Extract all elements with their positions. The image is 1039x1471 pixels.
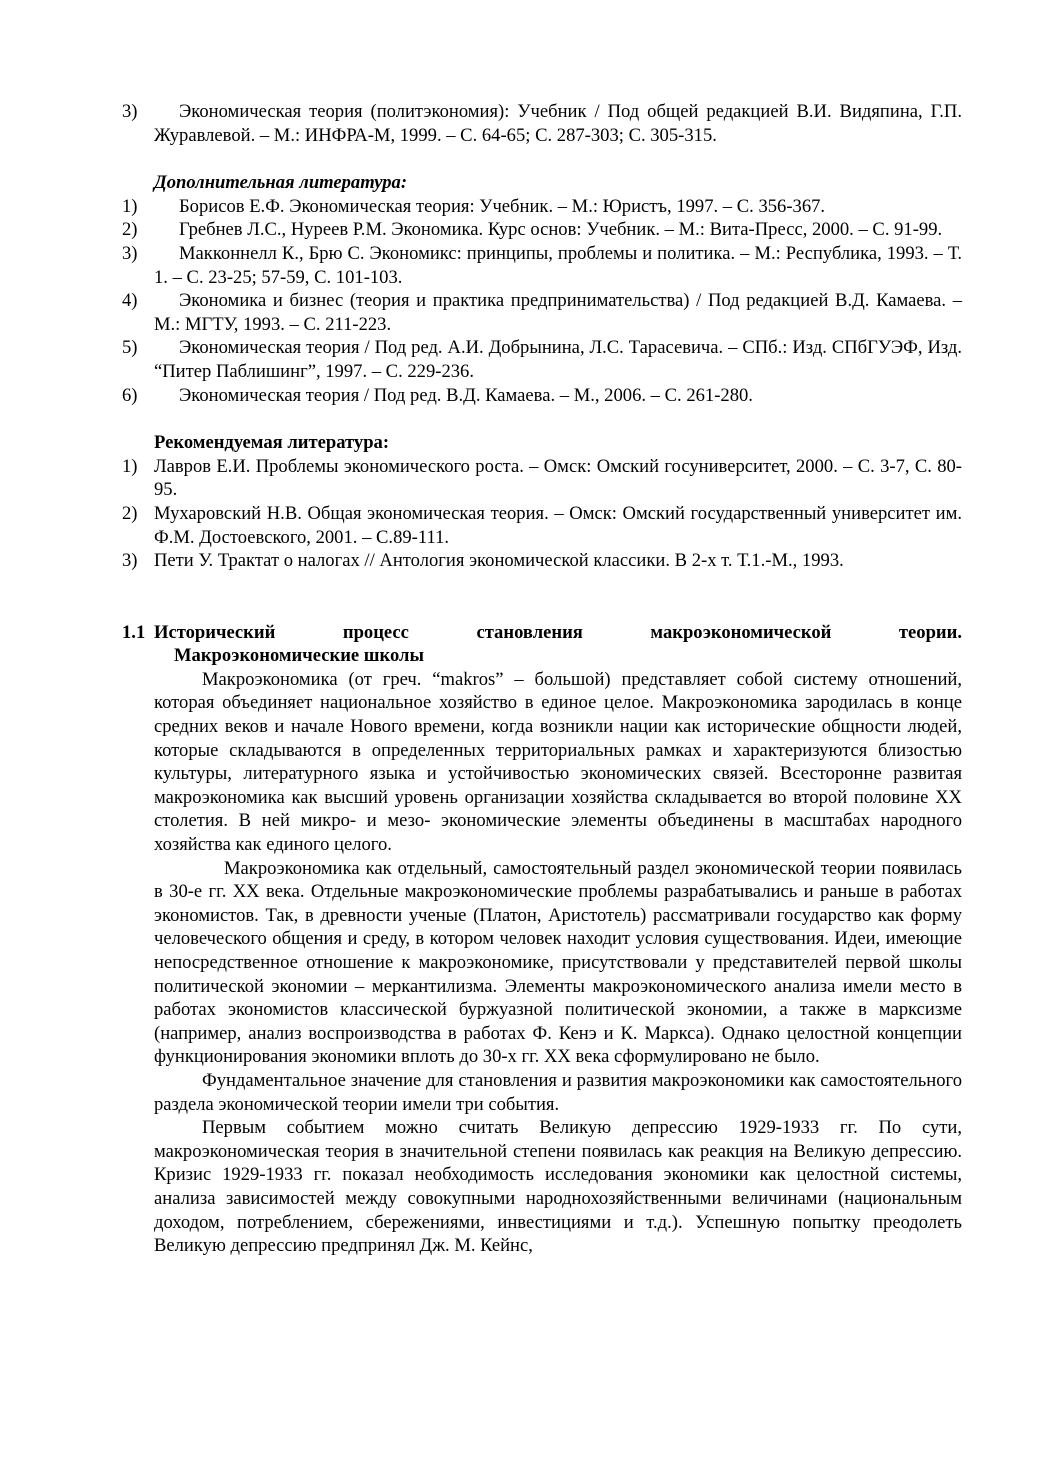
section-number: 1.1: [122, 621, 146, 643]
recommended-item: [122, 502, 962, 549]
list-number: 6): [122, 384, 138, 406]
additional-item: [122, 242, 962, 289]
list-number: 3): [122, 550, 138, 572]
list-text: Пети У. Трактат о налогах // Антология экономической классики. В 2-х т. Т.1.-М., 1993.: [154, 550, 844, 572]
list-number: 3): [122, 101, 138, 122]
body-paragraph: Макроэкономика как отдельный, самостоятельный раздел экономической теории появилась в 30-е гг. XX века. Отдельные макроэкономические проблемы разрабатывались и раньше в работах экономистов. Так, в древности ученые (Платон, Аристотель) рассматривали государство как форму человеческого общения и среду, в котором человек находит условия существования. Идеи, имеющие непосредственное отношение к макроэкономике, присутствовали у представителей первой школы политической экономии – меркантилизма. Элементы макроэкономического анализа имели место в работах экономистов классической буржуазной политической экономии, а также в марксизме (например, анализ воспроизводства в работах Ф. Кенэ и К. Маркса). Однако целостной концепции функционирования экономики вплоть до 30-х гг. XX века сформулировано не было.: [154, 857, 962, 1068]
recommended-item: [122, 549, 962, 573]
list-text: Лавров Е.И. Проблемы экономического роста. – Омск: Омский госуниверситет, 2000. – С. 3-7, С. 80-95.: [154, 455, 962, 501]
list-number: 4): [122, 290, 138, 312]
list-text: Экономика и бизнес (теория и практика предпринимательства) / Под редакцией В.Д. Камаева. – М.: МГТУ, 1993. – С. 211-223.: [154, 290, 962, 335]
list-number: 2): [122, 219, 138, 241]
additional-item: [122, 218, 962, 242]
list-number: 5): [122, 337, 138, 359]
section-title: Исторический процесс становления макроэкономической теории.: [154, 621, 962, 643]
list-text: Мухаровский Н.В. Общая экономическая теория. – Омск: Омский государственный университет им. Ф.М. Достоевского, 2001. – С.89-111.: [154, 502, 962, 548]
list-number: 1): [122, 195, 138, 217]
list-text: Экономическая теория / Под ред. А.И. Добрынина, Л.С. Тарасевича. – СПб.: Изд. СПбГУЭФ, Изд. “Питер Паблишинг”, 1997. – С. 229-236.: [154, 337, 962, 382]
list-number: 3): [122, 242, 138, 264]
list-text: Гребнев Л.С., Нуреев Р.М. Экономика. Курс основ: Учебник. – М.: Вита-Пресс, 2000. – С. 91-99.: [179, 219, 943, 241]
additional-item: [122, 195, 962, 219]
main-list-item: [122, 100, 962, 147]
additional-item: [122, 384, 962, 408]
body-paragraph: Первым событием можно считать Великую депрессию 1929-1933 гг. По сути, макроэкономическая теория в значительной степени появилась как реакция на Великую депрессию. Кризис 1929-1933 гг. показал необходимость исследования экономики как целостной системы, анализа зависимостей между совокупными народнохозяйственными величинами (национальным доходом, потреблением, сбережениями, инвестициями и т.д.). Успешную попытку преодолеть Великую депрессию предпринял Дж. М. Кейнс,: [154, 1117, 962, 1257]
page-content: [122, 100, 962, 1258]
list-number: 2): [122, 502, 138, 524]
list-text: Борисов Е.Ф. Экономическая теория: Учебник. – М.: Юристъ, 1997. – С. 356-367.: [179, 195, 826, 217]
additional-item: [122, 336, 962, 383]
recommended-literature-title: Рекомендуемая литература:: [154, 432, 390, 454]
recommended-item: [122, 455, 962, 502]
additional-item: [122, 289, 962, 336]
list-number: 1): [122, 455, 138, 477]
list-text: Экономическая теория (политэкономия): Учебник / Под общей редакцией В.И. Видяпина, Г.П. Журавлевой. – М.: ИНФРА-М, 1999. – С. 64-65; С. 287-303; С. 305-315.: [154, 101, 962, 146]
body-paragraph: Фундаментальное значение для становления и развития макроэкономики как самостоятельного раздела экономической теории имели три события.: [154, 1069, 962, 1115]
body-paragraph: Макроэкономика (от греч. “makros” – большой) представляет собой систему отношений, которая объединяет национальное хозяйство в единое целое. Макроэкономика зародилась в конце средних веков и начале Нового времени, когда возникли нации как исторические общности людей, которые складываются в определенных территориальных рамках и характеризуются близостью культуры, литературного языка и устойчивостью экономических связей. Всесторонне развитая макроэкономика как высший уровень организации хозяйства складывается во второй половине XX столетия. В ней микро- и мезо- экономические элементы объединены в масштабах народного хозяйства как единого целого.: [154, 668, 962, 856]
list-text: Экономическая теория / Под ред. В.Д. Камаева. – М., 2006. – С. 261-280.: [179, 384, 753, 406]
section-subtitle: Макроэкономические школы: [174, 645, 424, 667]
list-text: Макконнелл К., Брю С. Экономикс: принципы, проблемы и политика. – М.: Республика, 1993. – Т. 1. – С. 23-25; 57-59, С. 101-103.: [154, 242, 962, 288]
additional-literature-title: Дополнительная литература:: [154, 172, 408, 194]
section-heading: [122, 621, 962, 645]
